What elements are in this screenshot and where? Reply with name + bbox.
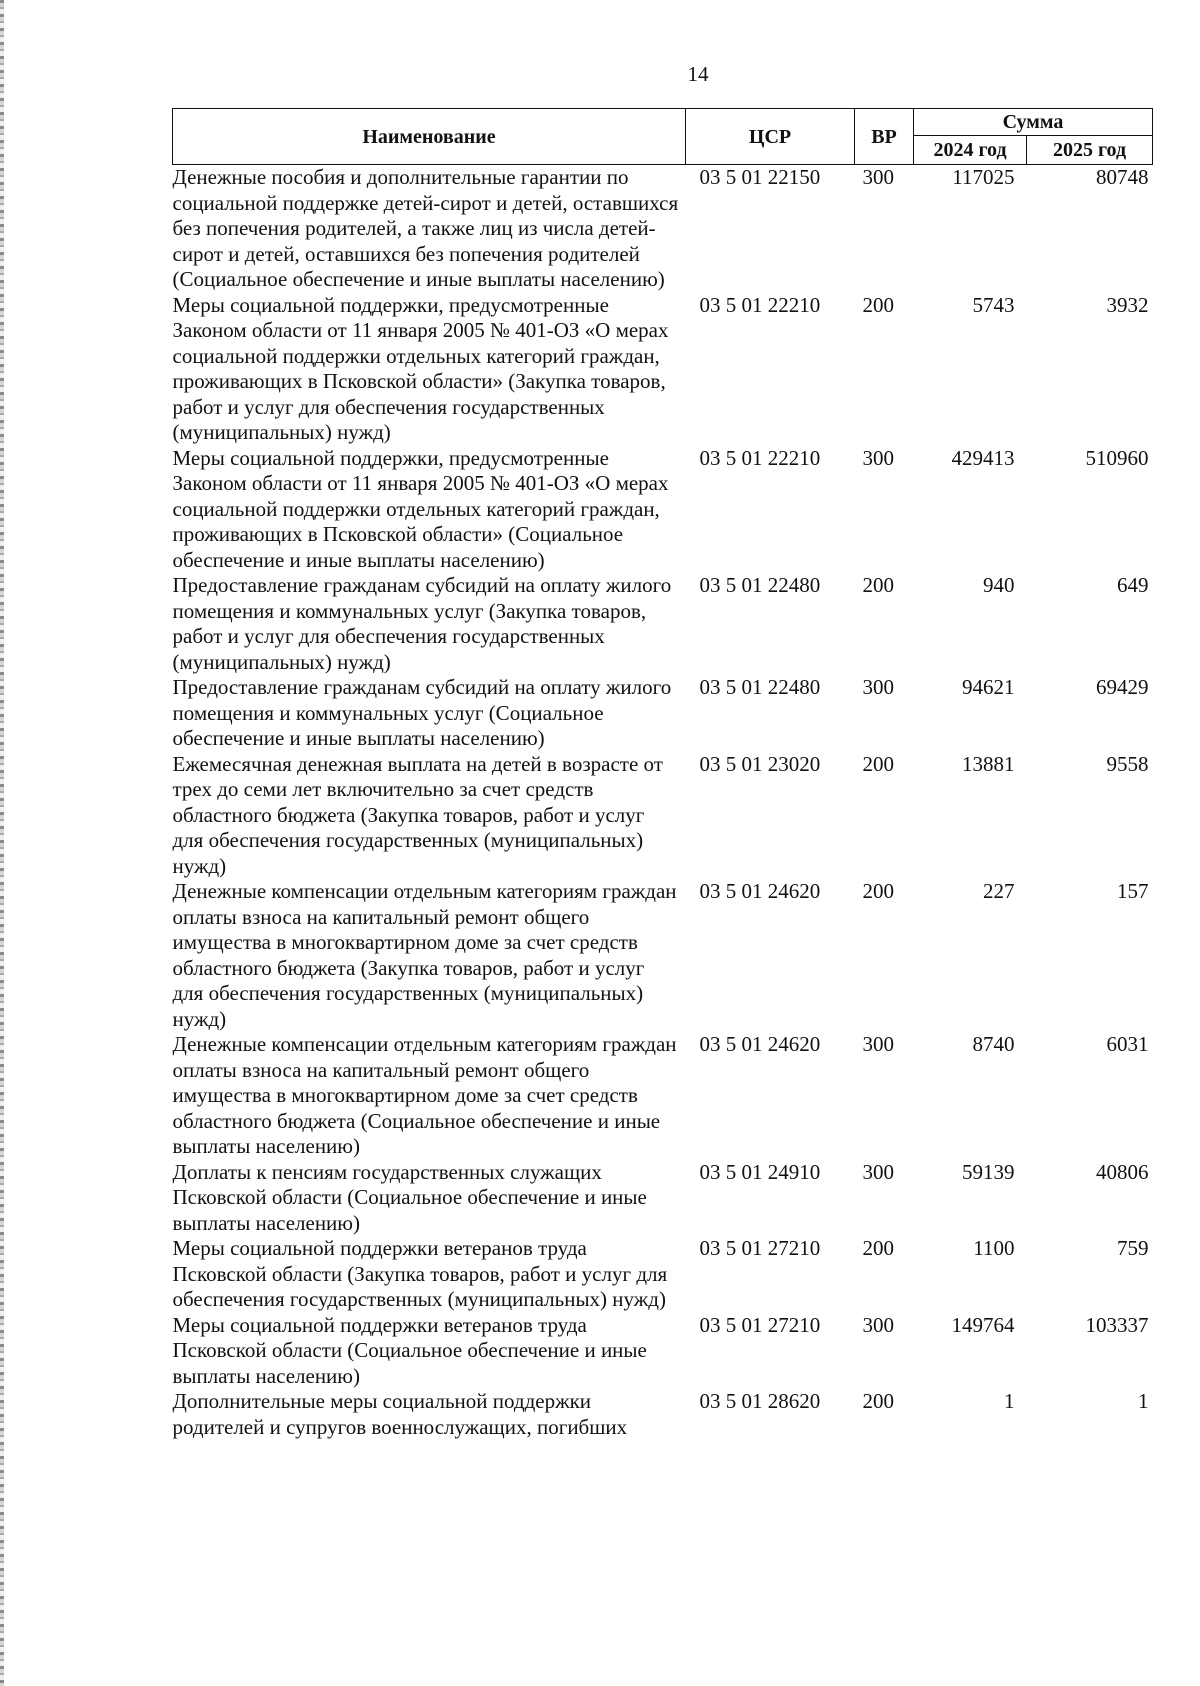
row-vr: 300 xyxy=(862,1032,894,1056)
table-row xyxy=(173,1032,1153,1160)
row-vr: 200 xyxy=(862,292,894,317)
row-csr: 03 5 01 27210 xyxy=(699,1236,821,1260)
row-csr: 03 5 01 24620 xyxy=(699,1032,821,1056)
row-sum-2024: 227 xyxy=(983,879,1015,903)
row-csr: 03 5 01 22210 xyxy=(699,445,821,470)
row-csr: 03 5 01 22480 xyxy=(699,573,821,597)
row-sum-2025: 759 xyxy=(1117,1236,1149,1260)
row-vr: 200 xyxy=(862,1389,894,1413)
row-vr: 200 xyxy=(862,751,894,776)
header-csr: ЦСР xyxy=(686,109,855,165)
row-sum-2025: 69429 xyxy=(1096,675,1149,699)
header-vr: ВР xyxy=(855,109,914,165)
table-header xyxy=(173,109,1153,165)
row-name: Меры социальной поддержки, предусмотренные Законом области от 11 января 2005 № 401-ОЗ «О мерах социальной поддержки отдельных категорий граждан, проживающих в Псковской области» (Социальное обеспечение и иные выплаты населению) xyxy=(172,445,669,572)
row-csr: 03 5 01 22480 xyxy=(699,675,821,699)
page-number: 14 xyxy=(687,62,709,86)
row-sum-2024: 5743 xyxy=(972,292,1015,317)
row-sum-2024: 117025 xyxy=(952,165,1015,189)
row-sum-2024: 8740 xyxy=(972,1032,1015,1056)
row-csr: 03 5 01 28620 xyxy=(699,1389,821,1413)
row-csr: 03 5 01 22210 xyxy=(699,292,821,317)
table-row xyxy=(173,879,1153,1032)
row-sum-2024: 59139 xyxy=(962,1159,1015,1184)
table-row xyxy=(173,1160,1153,1237)
budget-table xyxy=(172,108,1153,1440)
row-sum-2025: 9558 xyxy=(1106,751,1149,776)
row-sum-2024: 940 xyxy=(983,573,1015,597)
table-row xyxy=(173,675,1153,752)
row-sum-2024: 13881 xyxy=(962,751,1015,776)
row-csr: 03 5 01 23020 xyxy=(699,751,821,776)
row-sum-2025: 6031 xyxy=(1106,1032,1149,1056)
row-sum-2025: 3932 xyxy=(1106,292,1149,317)
table-row xyxy=(173,752,1153,880)
row-csr: 03 5 01 27210 xyxy=(699,1312,821,1337)
row-vr: 300 xyxy=(862,675,894,699)
header-sum: Сумма xyxy=(914,109,1153,136)
table-row xyxy=(173,1389,1153,1440)
row-sum-2025: 157 xyxy=(1117,879,1149,903)
row-name: Денежные компенсации отдельным категориям граждан оплаты взноса на капитальный ремонт общего имущества в многоквартирном доме за счет средств областного бюджета (Социальное обеспечение и иные выплаты населению) xyxy=(172,1032,677,1158)
row-name: Денежные пособия и дополнительные гарантии по социальной поддержке детей-сирот и детей, оставшихся без попечения родителей, а также лиц из числа детей-сирот и детей, оставшихся без попечения родителей (Социальное обеспечение и иные выплаты населению) xyxy=(172,165,679,291)
row-sum-2024: 429413 xyxy=(951,445,1015,470)
row-sum-2025: 80748 xyxy=(1096,165,1149,189)
row-vr: 300 xyxy=(862,445,894,470)
header-year-2024: 2024 год xyxy=(914,136,1027,165)
table-row xyxy=(173,293,1153,446)
table-row xyxy=(173,1313,1153,1390)
table-row xyxy=(173,1236,1153,1313)
row-csr: 03 5 01 24910 xyxy=(699,1159,821,1184)
row-name: Меры социальной поддержки ветеранов труда Псковской области (Социальное обеспечение и иные выплаты населению) xyxy=(172,1312,647,1388)
row-sum-2025: 40806 xyxy=(1096,1159,1149,1184)
row-csr: 03 5 01 24620 xyxy=(699,879,821,903)
header-year-2025: 2025 год xyxy=(1027,136,1153,165)
row-sum-2025: 510960 xyxy=(1085,445,1149,470)
row-sum-2024: 94621 xyxy=(962,675,1015,699)
row-sum-2025: 649 xyxy=(1117,573,1149,597)
row-name: Дополнительные меры социальной поддержки родителей и супругов военнослужащих, погибших xyxy=(172,1389,628,1439)
row-vr: 200 xyxy=(862,573,894,597)
row-name: Меры социальной поддержки ветеранов труда Псковской области (Закупка товаров, работ и услуг для обеспечения государственных (муниципальных) нужд) xyxy=(172,1236,668,1311)
table-body xyxy=(173,165,1153,1441)
row-vr: 200 xyxy=(862,879,894,903)
row-sum-2025: 1 xyxy=(1138,1389,1149,1413)
row-name: Доплаты к пенсиям государственных служащих Псковской области (Социальное обеспечение и иные выплаты населению) xyxy=(172,1159,647,1235)
row-name: Меры социальной поддержки, предусмотренные Законом области от 11 января 2005 № 401-ОЗ «О мерах социальной поддержки отдельных категорий граждан, проживающих в Псковской области» (Закупка товаров, работ и услуг для обеспечения государственных (муниципальных) нужд) xyxy=(172,292,669,444)
header-name: Наименование xyxy=(173,109,686,165)
row-vr: 200 xyxy=(862,1236,894,1260)
row-name: Предоставление гражданам субсидий на оплату жилого помещения и коммунальных услуг (Социальное обеспечение и иные выплаты населению) xyxy=(172,675,672,750)
row-name: Предоставление гражданам субсидий на оплату жилого помещения и коммунальных услуг (Закупка товаров, работ и услуг для обеспечения государственных (муниципальных) нужд) xyxy=(172,573,672,674)
table-row xyxy=(173,573,1153,675)
row-sum-2024: 1 xyxy=(1004,1389,1015,1413)
row-vr: 300 xyxy=(862,1312,894,1337)
row-name: Денежные компенсации отдельным категориям граждан оплаты взноса на капитальный ремонт общего имущества в многоквартирном доме за счет средств областного бюджета (Закупка товаров, работ и услуг для обеспечения государственных (муниципальных) нужд) xyxy=(172,879,677,1031)
row-name: Ежемесячная денежная выплата на детей в возрасте от трех до семи лет включительно за счет средств областного бюджета (Закупка товаров, работ и услуг для обеспечения государственных (муниципальных) нужд) xyxy=(172,751,663,878)
row-sum-2025: 103337 xyxy=(1085,1312,1149,1337)
row-vr: 300 xyxy=(862,165,894,189)
row-vr: 300 xyxy=(862,1159,894,1184)
row-sum-2024: 149764 xyxy=(951,1312,1015,1337)
scan-edge xyxy=(0,0,4,1686)
table-row xyxy=(173,165,1153,293)
table-row xyxy=(173,446,1153,574)
row-csr: 03 5 01 22150 xyxy=(699,165,821,189)
row-sum-2024: 1100 xyxy=(973,1236,1015,1260)
